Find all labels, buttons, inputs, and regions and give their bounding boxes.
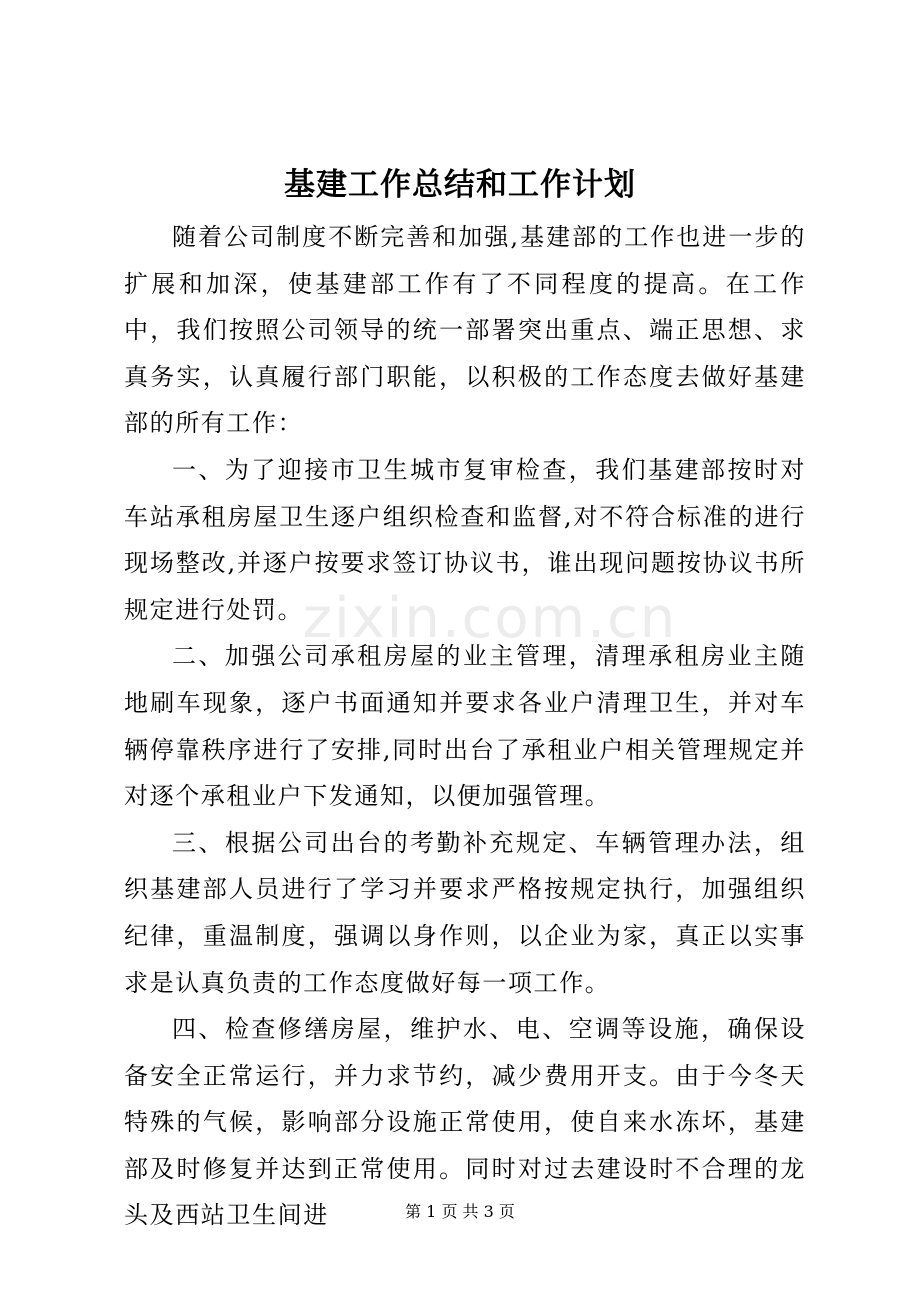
document-title: 基建工作总结和工作计划 [284,167,636,203]
watermark: zixin.com.cn [302,586,678,651]
document-body [124,214,806,1239]
page-footer: 第 1 页 共 3 页 [405,1202,515,1221]
paragraph-item-4: 四、检查修缮房屋，维护水、电、空调等设施，确保设备安全正常运行，并力求节约，减少费用开支。由于今冬天特殊的气候，影响部分设施正常使用，使自来水冻坏，基建部及时修复并达到正常使用。同时对过去建设时不合理的龙头及西站卫生间进 [124,1015,806,1230]
paragraph-item-3: 三、根据公司出台的考勤补充规定、车辆管理办法，组织基建部人员进行了学习并要求严格按规定执行，加强组织纪律，重温制度，强调以身作则，以企业为家，真正以实事求是认真负责的工作态度做好每一项工作。 [124,828,806,997]
paragraph-item-1: 一、为了迎接市卫生城市复审检查，我们基建部按时对车站承租房屋卫生逐户组织检查和监督,对不符合标准的进行现场整改,并逐户按要求签订协议书，谁出现问题按协议书所规定进行处罚。 [124,455,806,624]
paragraph-item-2: 二、加强公司承租房屋的业主管理，清理承租房业主随地刷车现象，逐户书面通知并要求各业户清理卫生，并对车辆停靠秩序进行了安排,同时出台了承租业户相关管理规定并对逐个承租业户下发通知，以便加强管理。 [124,642,806,811]
paragraph-intro: 随着公司制度不断完善和加强,基建部的工作也进一步的扩展和加深，使基建部工作有了不同程度的提高。在工作中，我们按照公司领导的统一部署突出重点、端正思想、求真务实，认真履行部门职能，以积极的工作态度去做好基建部的所有工作： [124,223,806,438]
